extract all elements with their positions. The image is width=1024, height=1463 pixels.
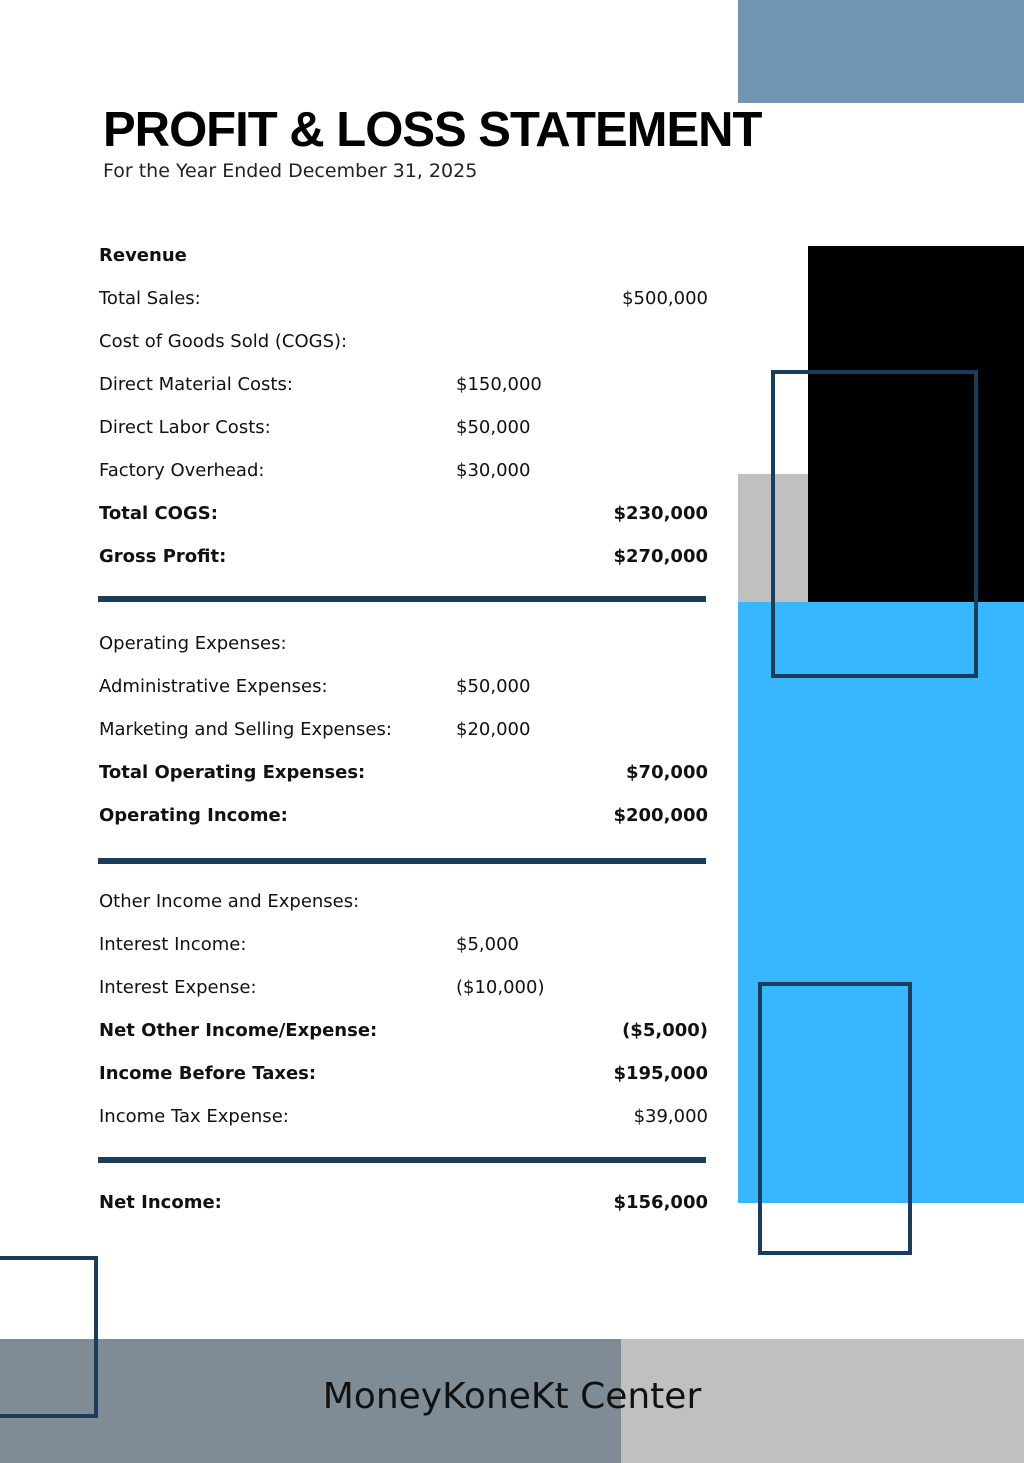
line-item-label: Interest Income: (99, 934, 247, 955)
statement-row (0, 542, 740, 572)
outline-frame-bottom (758, 982, 912, 1255)
statement-row (0, 1016, 740, 1046)
statement-row (0, 887, 740, 917)
line-item-label: Operating Expenses: (99, 633, 287, 654)
section-divider (98, 1157, 706, 1163)
statement-row (0, 930, 740, 960)
line-item-label: Direct Material Costs: (99, 374, 293, 395)
statement-row (0, 413, 740, 443)
line-item-total: $500,000 (622, 288, 708, 309)
line-item-amount: ($10,000) (456, 977, 545, 998)
line-item-total: ($5,000) (622, 1020, 708, 1041)
page-title: PROFIT & LOSS STATEMENT (103, 103, 762, 157)
statement-row (0, 1059, 740, 1089)
company-name: MoneyKoneKt Center (322, 1376, 702, 1417)
statement-row (0, 284, 740, 314)
line-item-total: $270,000 (613, 546, 708, 567)
line-item-total: $230,000 (613, 503, 708, 524)
section-divider (98, 596, 706, 602)
statement-row (0, 973, 740, 1003)
line-item-amount: $50,000 (456, 676, 531, 697)
line-item-label: Income Tax Expense: (99, 1106, 289, 1127)
statement-row (0, 499, 740, 529)
line-item-amount: $150,000 (456, 374, 542, 395)
line-item-label: Cost of Goods Sold (COGS): (99, 331, 348, 352)
line-item-total: $39,000 (633, 1106, 708, 1127)
line-item-label: Administrative Expenses: (99, 676, 328, 697)
line-item-label: Operating Income: (99, 805, 288, 826)
line-item-total: $70,000 (626, 762, 708, 783)
line-item-total: $195,000 (613, 1063, 708, 1084)
line-item-total: $156,000 (613, 1192, 708, 1213)
statement-row (0, 370, 740, 400)
statement-row (0, 715, 740, 745)
page-subtitle: For the Year Ended December 31, 2025 (103, 160, 478, 182)
statement-row (0, 1188, 740, 1218)
line-item-amount: $5,000 (456, 934, 519, 955)
line-item-label: Total COGS: (99, 503, 218, 524)
line-item-label: Total Operating Expenses: (99, 762, 366, 783)
statement-row (0, 327, 740, 357)
line-item-label: Total Sales: (99, 288, 201, 309)
line-item-amount: $20,000 (456, 719, 531, 740)
line-item-amount: $30,000 (456, 460, 531, 481)
line-item-label: Marketing and Selling Expenses: (99, 719, 392, 740)
statement-row (0, 456, 740, 486)
steel-blue-block (738, 0, 1024, 103)
line-item-label: Interest Expense: (99, 977, 257, 998)
line-item-label: Direct Labor Costs: (99, 417, 271, 438)
statement-row (0, 1102, 740, 1132)
line-item-label: Net Other Income/Expense: (99, 1020, 378, 1041)
line-item-label: Net Income: (99, 1192, 222, 1213)
line-item-label: Other Income and Expenses: (99, 891, 360, 912)
outline-frame-top (771, 370, 978, 678)
statement-row (0, 672, 740, 702)
line-item-label: Factory Overhead: (99, 460, 265, 481)
line-item-label: Income Before Taxes: (99, 1063, 317, 1084)
section-divider (98, 858, 706, 864)
statement-row (0, 758, 740, 788)
statement-row (0, 801, 740, 831)
statement-row (0, 241, 740, 271)
line-item-total: $200,000 (613, 805, 708, 826)
line-item-label: Gross Profit: (99, 546, 227, 567)
line-item-label: Revenue (99, 245, 187, 266)
statement-row (0, 629, 740, 659)
line-item-amount: $50,000 (456, 417, 531, 438)
